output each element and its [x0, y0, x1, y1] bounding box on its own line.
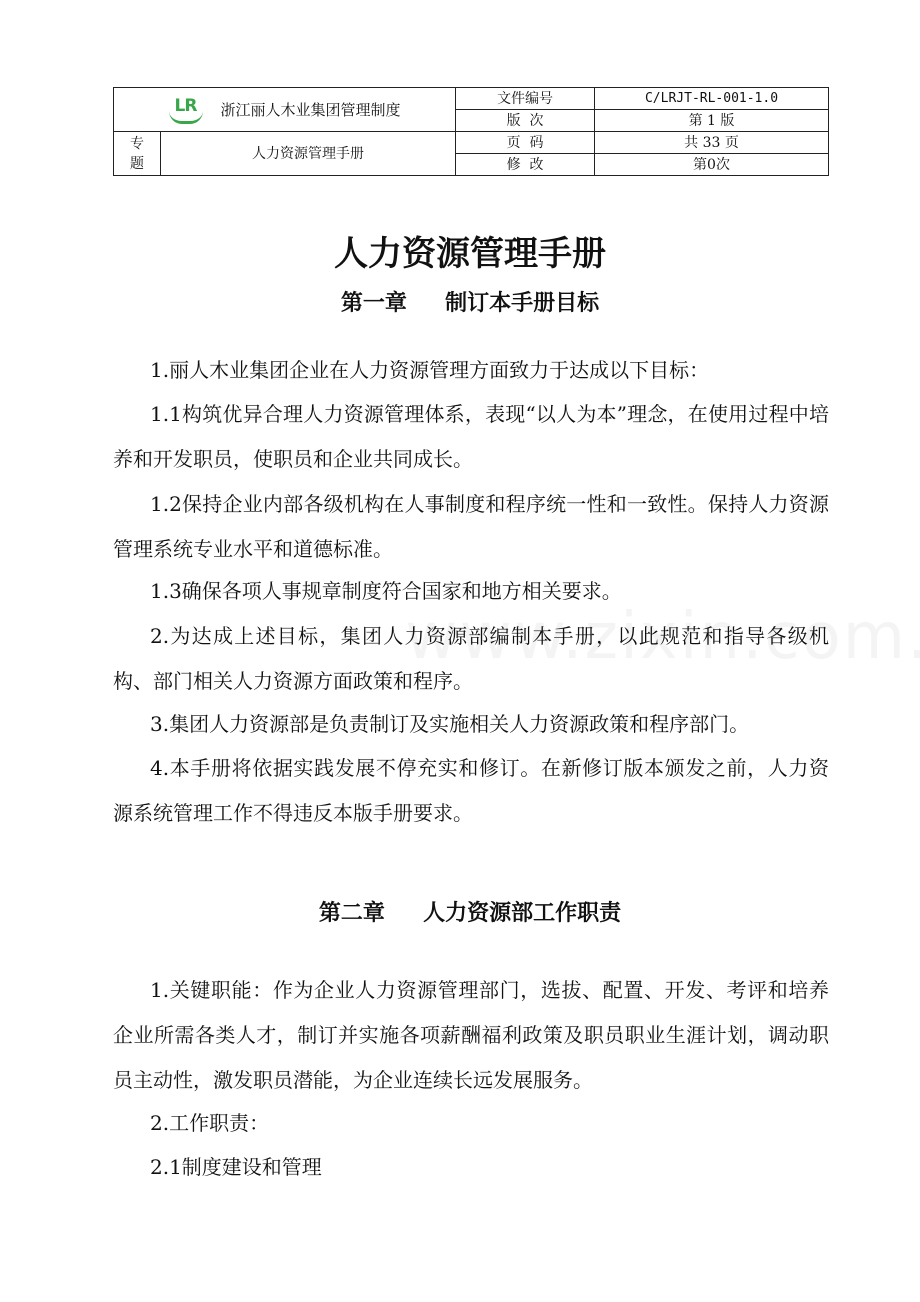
page-count-label: 页 码	[456, 132, 595, 154]
paragraph: 1.3确保各项人事规章制度符合国家和地方相关要求。	[150, 579, 622, 603]
topic-value: 人力资源管理手册	[161, 132, 456, 176]
chapter-2-heading: 第二章 人力资源部工作职责	[318, 900, 622, 926]
company-cell	[114, 88, 456, 132]
revision-value: 第0次	[595, 154, 829, 176]
company-name: 浙江丽人木业集团管理制度	[220, 100, 401, 119]
edition-value: 第 1 版	[595, 110, 829, 132]
paragraph: 1.1构筑优异合理人力资源管理体系，表现“以人为本”理念，在使用过程中培养和开发职员，使职员和企业共同成长。	[113, 402, 829, 471]
chapter-1-heading: 第一章 制订本手册目标	[340, 290, 600, 316]
paragraph: 1.2保持企业内部各级机构在人事制度和程序统一性和一致性。保持人力资源管理系统专业水平和道德标准。	[113, 492, 829, 561]
document-title: 人力资源管理手册	[334, 234, 606, 274]
company-logo-icon: LR	[169, 97, 207, 123]
paragraph: 1.关键职能：作为企业人力资源管理部门，选拔、配置、开发、考评和培养企业所需各类人才，制订并实施各项薪酬福利政策及职员职业生涯计划，调动职员主动性，激发职员潜能，为企业连续长远发展服务。	[113, 978, 829, 1092]
document-header-table	[113, 87, 829, 176]
doc-number-label: 文件编号	[456, 88, 595, 110]
paragraph: 4.本手册将依据实践发展不停充实和修订。在新修订版本颁发之前，人力资源系统管理工作不得违反本版手册要求。	[113, 756, 829, 825]
paragraph: 2.工作职责：	[150, 1111, 270, 1135]
revision-label: 修 改	[456, 154, 595, 176]
edition-label: 版 次	[456, 110, 595, 132]
paragraph: 2.1制度建设和管理	[150, 1155, 322, 1179]
paragraph: 2.为达成上述目标，集团人力资源部编制本手册，以此规范和指导各级机构、部门相关人力资源方面政策和程序。	[113, 624, 829, 693]
paragraph: 3.集团人力资源部是负责制订及实施相关人力资源政策和程序部门。	[150, 712, 750, 736]
topic-label: 专 题	[114, 132, 161, 176]
doc-number-value: C/LRJT-RL-001-1.0	[595, 88, 829, 110]
paragraph: 1.丽人木业集团企业在人力资源管理方面致力于达成以下目标：	[150, 358, 710, 382]
page-count-value: 共 33 页	[595, 132, 829, 154]
